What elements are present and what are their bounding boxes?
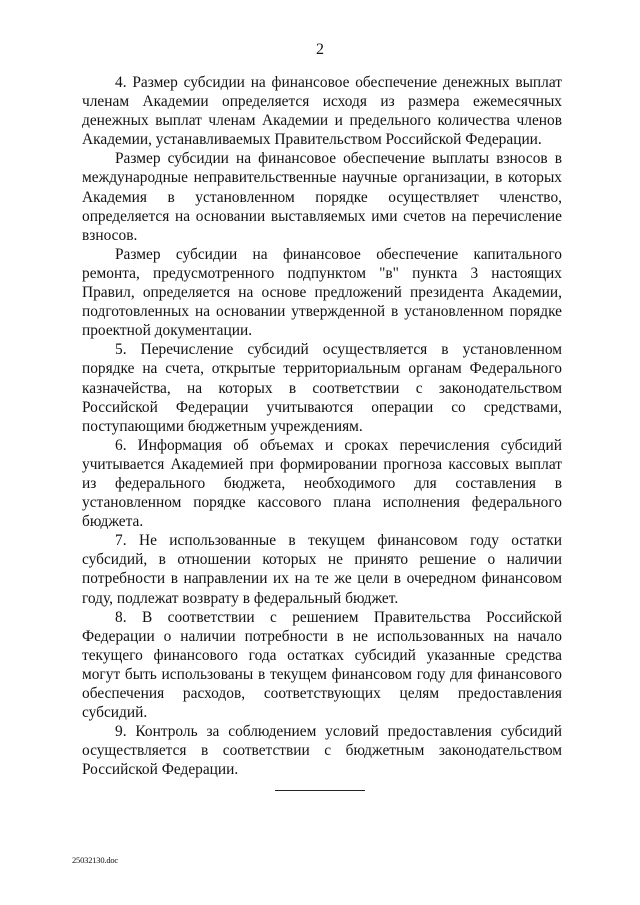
paragraph-5: 5. Перечисление субсидий осуществляется в установленном порядке на счета, открытые территориальным органам Федерального казначейства, на которых в соответствии с законодательством Российской Федерации учитываются операции со средствами, поступающими бюджетным учреждениям. — [82, 341, 562, 435]
paragraph-9: 9. Контроль за соблюдением условий предоставления субсидий осуществляется в соответствии с бюджетным законодательством Российской Федерации. — [82, 723, 562, 779]
paragraph-6: 6. Информация об объемах и сроках перечисления субсидий учитывается Академией при формировании прогноза кассовых выплат из федерального бюджета, необходимого для составления в установленном порядке кассового плана исполнения федерального бюджета. — [82, 436, 562, 531]
end-of-text-rule — [275, 790, 365, 791]
footer-file-name: 25032130.doc — [72, 855, 118, 865]
page-number: 2 — [316, 41, 324, 58]
paragraph-7: 7. Не использованные в текущем финансовом году остатки субсидий, в отношении которых не принято решение о наличии потребности в направлении их на те же цели в очередном финансовом году, подлежат возврату в федеральный бюджет. — [82, 532, 562, 607]
paragraph-8: 8. В соответствии с решением Правительства Российской Федерации о наличии потребности в не использованных на начало текущего финансового года остатках субсидий указанные средства могут быть использованы в текущем финансовом году для финансового обеспечения расходов, соответствующих целям предоставления субсидий. — [82, 608, 562, 722]
paragraph-4: 4. Размер субсидии на финансовое обеспечение денежных выплат членам Академии определяется исходя из размера ежемесячных денежных выплат членам Академии и предельного количества членов Академии, устанавливаемых Правительством Российской Федерации. — [82, 74, 562, 149]
document-body — [82, 73, 562, 779]
paragraph-4-membership-fees: Размер субсидии на финансовое обеспечение выплаты взносов в международные неправительственные научные организации, в которых Академия в установленном порядке осуществляет членство, определяется на основании выставляемых ими счетов на перечисление взносов. — [82, 150, 562, 244]
paragraph-4-capital-repair: Размер субсидии на финансовое обеспечение капитального ремонта, предусмотренного подпунктом "в" пункта 3 настоящих Правил, определяется на основе предложений президента Академии, подготовленных на основании утвержденной в установленном порядке проектной документации. — [82, 245, 562, 340]
